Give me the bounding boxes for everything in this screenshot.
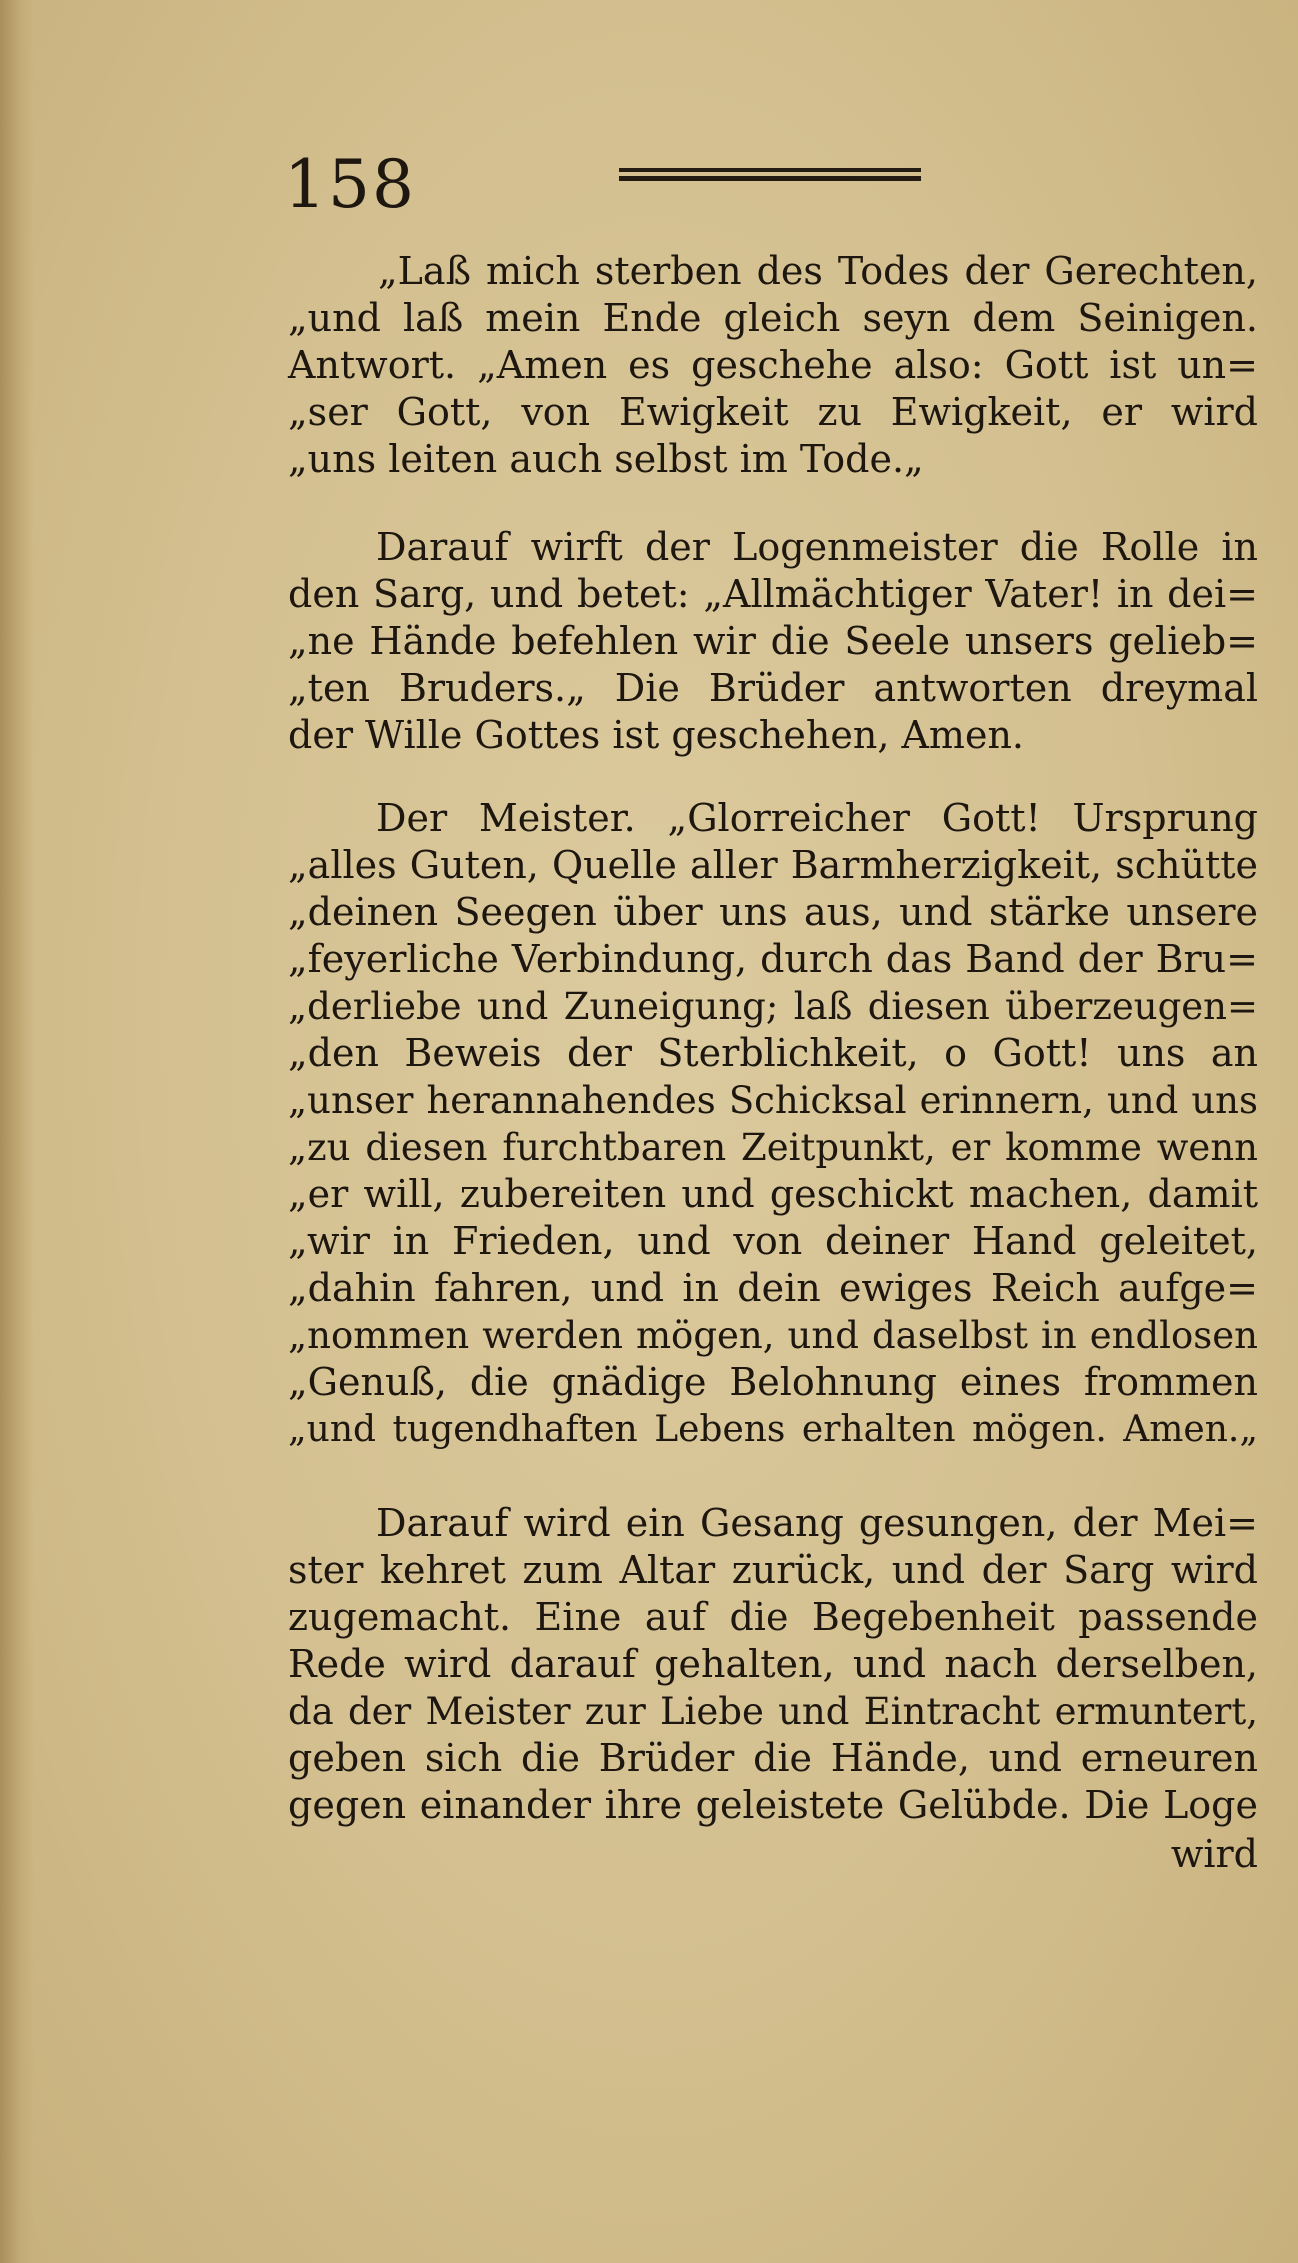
text-line: „Genuß, die gnädige Belohnung eines frommen [288, 1360, 1258, 1404]
page-gutter-shadow [0, 0, 34, 2263]
paragraph-meister-prayer [288, 795, 1258, 1453]
paragraph-closing [288, 1500, 1258, 1829]
text-line: „Laß mich sterben des Todes der Gerechten, [378, 249, 1258, 293]
text-line: „dahin fahren, und in dein ewiges Reich aufge= [288, 1266, 1258, 1310]
text-line: „zu diesen furchtbaren Zeitpunkt, er komme wenn [288, 1126, 1258, 1169]
text-line: Darauf wird ein Gesang gesungen, der Mei= [376, 1501, 1258, 1545]
text-line: ster kehret zum Altar zurück, und der Sarg wird [288, 1548, 1258, 1592]
text-line: „ser Gott, von Ewigkeit zu Ewigkeit, er wird [288, 390, 1258, 434]
text-line: „derliebe und Zuneigung; laß diesen überzeugen= [288, 985, 1258, 1028]
paragraph-logenmeister [288, 524, 1258, 759]
catchword-text: wird [1170, 1832, 1258, 1876]
text-line: „wir in Frieden, und von deiner Hand geleitet, [288, 1219, 1258, 1263]
text-line: „nommen werden mögen, und daselbst in endlosen [288, 1314, 1258, 1357]
text-line: „ne Hände befehlen wir die Seele unsers gelieb= [288, 619, 1258, 663]
text-line: geben sich die Brüder die Hände, und erneuren [288, 1736, 1258, 1780]
header-rule-line-top [619, 168, 921, 172]
text-line: gegen einander ihre geleistete Gelübde. Die Loge [288, 1783, 1258, 1827]
text-line: den Sarg, und betet: „Allmächtiger Vater! in dei= [288, 572, 1258, 616]
text-line: „und tugendhaften Lebens erhalten mögen. Amen.„ [288, 1409, 1258, 1450]
text-line: „feyerliche Verbindung, durch das Band der Bru= [288, 937, 1258, 981]
text-line: „alles Guten, Quelle aller Barmherzigkeit, schütte [288, 843, 1258, 887]
catchword [288, 1831, 1258, 1878]
text-line: Antwort. „Amen es geschehe also: Gott ist un= [288, 343, 1258, 387]
text-line: da der Meister zur Liebe und Eintracht ermuntert, [288, 1690, 1258, 1733]
text-line: der Wille Gottes ist geschehen, Amen. [288, 713, 1024, 757]
paragraph-prayer [288, 248, 1258, 483]
text-line: „und laß mein Ende gleich seyn dem Seinigen. [288, 296, 1258, 340]
text-line: „unser herannahendes Schicksal erinnern, und uns [288, 1079, 1258, 1122]
text-line: Rede wird darauf gehalten, und nach derselben, [288, 1642, 1258, 1686]
text-line: „uns leiten auch selbst im Tode.„ [288, 437, 924, 481]
text-line: Der Meister. „Glorreicher Gott! Ursprung [376, 796, 1258, 840]
text-line: zugemacht. Eine auf die Begebenheit passende [288, 1595, 1258, 1639]
header-rule-line-bottom [619, 176, 921, 181]
text-line: „ten Bruders.„ Die Brüder antworten dreymal [288, 666, 1258, 710]
text-line: „deinen Seegen über uns aus, und stärke unsere [288, 890, 1258, 934]
text-line: Darauf wirft der Logenmeister die Rolle in [376, 525, 1258, 569]
text-line: „den Beweis der Sterblichkeit, o Gott! uns an [288, 1031, 1258, 1075]
page-number: 158 [284, 146, 416, 223]
header-double-rule [619, 168, 921, 182]
text-line: „er will, zubereiten und geschickt machen, damit [288, 1172, 1258, 1216]
